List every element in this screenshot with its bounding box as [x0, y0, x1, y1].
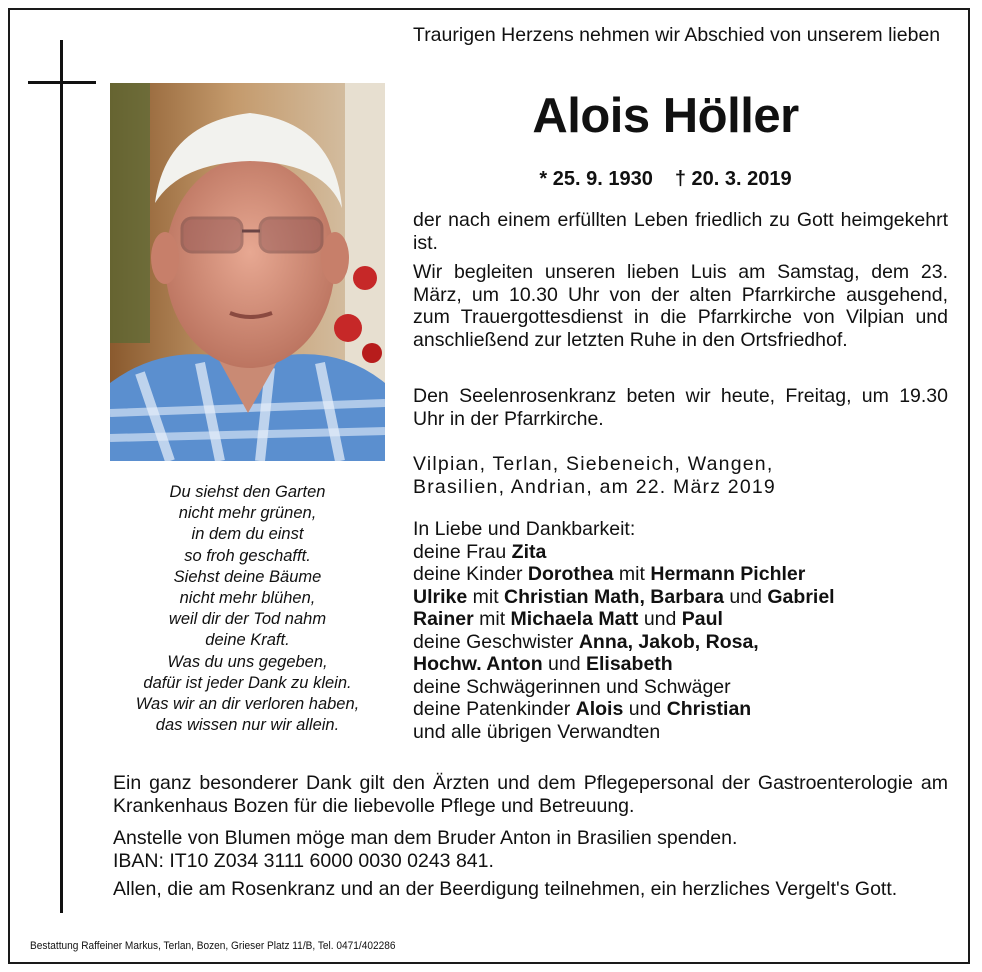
mourner-line: Rainer mit Michaela Matt und Paul: [413, 608, 723, 630]
body-paragraph: Wir begleiten unseren lieben Luis am Samstag, dem 23. März, um 10.30 Uhr von der alten Pfarrkirche ausgehend, zum Trauergottesdienst in die Pfarrkirche von Vilpian und anschließend zur letzten Ruhe in den Ortsfriedhof.: [413, 261, 948, 351]
mourners-intro: In Liebe und Dankbarkeit:: [413, 518, 636, 540]
closing-paragraph: Allen, die am Rosenkranz und an der Beerdigung teilnehmen, ein herzliches Vergelt's Gott.: [113, 878, 898, 900]
poem-line: so froh geschafft.: [184, 546, 311, 565]
poem-line: Du siehst den Garten: [169, 483, 326, 501]
mourner-line: deine Geschwister Anna, Jakob, Rosa,: [413, 630, 759, 653]
mourner-line: Hochw. Anton und Elisabeth: [413, 653, 673, 675]
cross-icon-bar: [28, 81, 96, 84]
poem-line: das wissen nur wir allein.: [155, 716, 340, 735]
mourners-list: [413, 518, 948, 743]
poem-line: Was wir an dir verloren haben,: [135, 695, 360, 714]
mourner-line: deine Frau Zita: [413, 540, 547, 563]
life-dates: [413, 168, 918, 191]
place-line: Vilpian, Terlan, Siebeneich, Wangen,: [413, 453, 774, 475]
poem-line: in dem du einst: [191, 525, 304, 544]
mourner-line: deine Patenkinder Alois und Christian: [413, 698, 752, 720]
poem-line: nicht mehr grünen,: [178, 504, 317, 523]
birth-date: * 25. 9. 1930: [539, 168, 653, 190]
poem-line: weil dir der Tod nahm: [168, 610, 327, 629]
mourner-line: Ulrike mit Christian Math, Barbara und Gabriel: [413, 585, 835, 608]
poem: [110, 482, 385, 736]
thanks-paragraph: Ein ganz besonderer Dank gilt den Ärzten und dem Pflegepersonal der Gastroenterologie am Krankenhaus Bozen für die liebevolle Pflege und Betreuung.: [113, 772, 948, 817]
poem-line: nicht mehr blühen,: [179, 589, 316, 608]
death-date: † 20. 3. 2019: [674, 168, 792, 190]
place-line: Brasilien, Andrian, am 22. März 2019: [413, 475, 776, 498]
donation-paragraph: [113, 827, 948, 872]
body-paragraph: der nach einem erfüllten Leben friedlich zu Gott heimgekehrt ist.: [413, 209, 948, 254]
portrait-photo: [110, 83, 385, 461]
body-paragraph: Den Seelenrosenkranz beten wir heute, Freitag, um 19.30 Uhr in der Pfarrkirche.: [413, 385, 948, 430]
poem-line: deine Kraft.: [205, 631, 290, 650]
poem-line: Siehst deine Bäume: [173, 567, 322, 586]
deceased-name: Alois Höller: [532, 89, 799, 143]
intro-text: Traurigen Herzens nehmen wir Abschied von unserem lieben: [413, 24, 941, 46]
place-date: [413, 453, 948, 498]
funeral-home-footer: Bestattung Raffeiner Markus, Terlan, Bozen, Grieser Platz 11/B, Tel. 0471/402286: [30, 940, 396, 952]
donation-line: Anstelle von Blumen möge man dem Bruder Anton in Brasilien spenden.: [113, 827, 738, 849]
poem-line: Was du uns gegeben,: [167, 652, 328, 671]
mourner-line: und alle übrigen Verwandten: [413, 720, 661, 743]
iban-line: IBAN: IT10 Z034 3111 6000 0030 0243 841.: [113, 849, 494, 872]
mourner-line: deine Schwägerinnen und Schwäger: [413, 675, 731, 698]
mourner-line: deine Kinder Dorothea mit Hermann Pichler: [413, 563, 806, 585]
cross-icon: [60, 40, 63, 913]
poem-line: dafür ist jeder Dank zu klein.: [143, 673, 352, 692]
